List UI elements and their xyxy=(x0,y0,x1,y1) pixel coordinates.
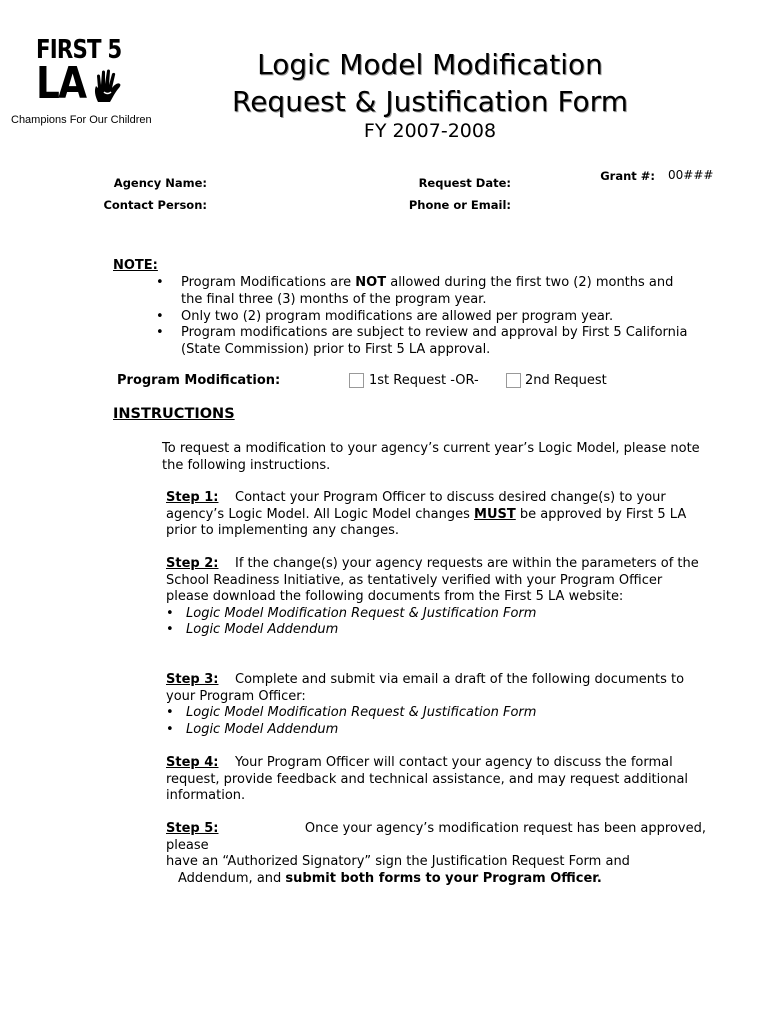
logo-first5-text: FIRST 5 xyxy=(36,35,122,65)
step-label: Step 4: xyxy=(166,755,219,770)
step-label: Step 1: xyxy=(166,490,219,505)
step-5: Step 5: Once your agency’s modification request has been approved, please have an “Authorized Signatory” sign the Justification Request Form and Addendum, and submit both forms to your Program Officer. xyxy=(166,821,706,886)
step-4: Step 4: Your Program Officer will contact your agency to discuss the formal request, provide feedback and technical assistance, and may request additional information. xyxy=(166,755,689,803)
program-modification-label: Program Modification: xyxy=(117,373,281,388)
list-item: • Program modifications are subject to review and approval by First 5 California (State Commission) prior to First 5 LA approval. xyxy=(156,325,688,358)
bullet-icon: • xyxy=(166,622,174,637)
first-request-label: 1st Request -OR- xyxy=(369,373,479,388)
instructions-intro: To request a modification to your agency’s current year’s Logic Model, please note the following instructions. xyxy=(162,441,700,473)
page-title-line1: Logic Model Modification xyxy=(257,48,603,81)
bullet-icon: • xyxy=(166,721,174,737)
bullet-icon: • xyxy=(166,605,174,621)
logo-tagline: Champions For Our Children xyxy=(11,114,152,126)
step-1: Step 1: Contact your Program Officer to discuss desired change(s) to your agency’s Logic Model. All Logic Model changes MUST be approved by First 5 LA prior to implementing any changes. xyxy=(166,490,687,538)
grant-number-value: 00### xyxy=(668,168,714,182)
list-item: • Only two (2) program modifications are allowed per program year. xyxy=(156,308,614,324)
bullet-icon: • xyxy=(156,325,164,341)
step-label: Step 5: xyxy=(166,821,219,836)
list-item: • Program Modifications are NOT allowed during the first two (2) months and the final three (3) months of the program year. xyxy=(156,275,674,307)
contact-person-label: Contact Person: xyxy=(103,198,207,212)
list-item: • Logic Model Addendum xyxy=(166,622,339,637)
note-list xyxy=(156,275,696,359)
instructions-heading: INSTRUCTIONS xyxy=(113,406,235,422)
fiscal-year: FY 2007-2008 xyxy=(363,120,497,142)
list-item: • Logic Model Addendum xyxy=(166,721,339,737)
second-request-label: 2nd Request xyxy=(525,373,607,388)
document-list xyxy=(166,606,706,639)
bullet-icon: • xyxy=(166,705,174,720)
step-3: Step 3: Complete and submit via email a draft of the following documents to your Program Officer: • Logic Model Modification Request & Justification Form • Logic Model Addendum xyxy=(166,672,706,738)
bullet-icon: • xyxy=(156,308,164,324)
hand-icon xyxy=(92,68,124,104)
step-label: Step 3: xyxy=(166,672,219,687)
agency-name-label: Agency Name: xyxy=(113,176,207,190)
note-heading: NOTE: xyxy=(113,258,158,273)
second-request-checkbox[interactable] xyxy=(506,373,521,388)
request-date-label: Request Date: xyxy=(418,176,511,190)
first-request-checkbox[interactable] xyxy=(349,373,364,388)
list-item: • Logic Model Modification Request & Justification Form xyxy=(166,705,537,720)
grant-number-label: Grant #: xyxy=(600,169,655,183)
page-title-line2: Request & Justification Form xyxy=(232,85,628,118)
step-2: Step 2: If the change(s) your agency requests are within the parameters of the School Readiness Initiative, as tentatively verified with your Program Officer please download the following documents from the First 5 LA website: • Logic Model Modification Request & Justification Form • Logic Model Addendum xyxy=(166,556,706,639)
logo-la-text: LA xyxy=(36,58,86,109)
phone-email-label: Phone or Email: xyxy=(408,198,511,212)
step-label: Step 2: xyxy=(166,556,219,571)
document-list xyxy=(166,705,706,738)
bullet-icon: • xyxy=(156,275,164,290)
list-item: • Logic Model Modification Request & Justification Form xyxy=(166,605,537,621)
